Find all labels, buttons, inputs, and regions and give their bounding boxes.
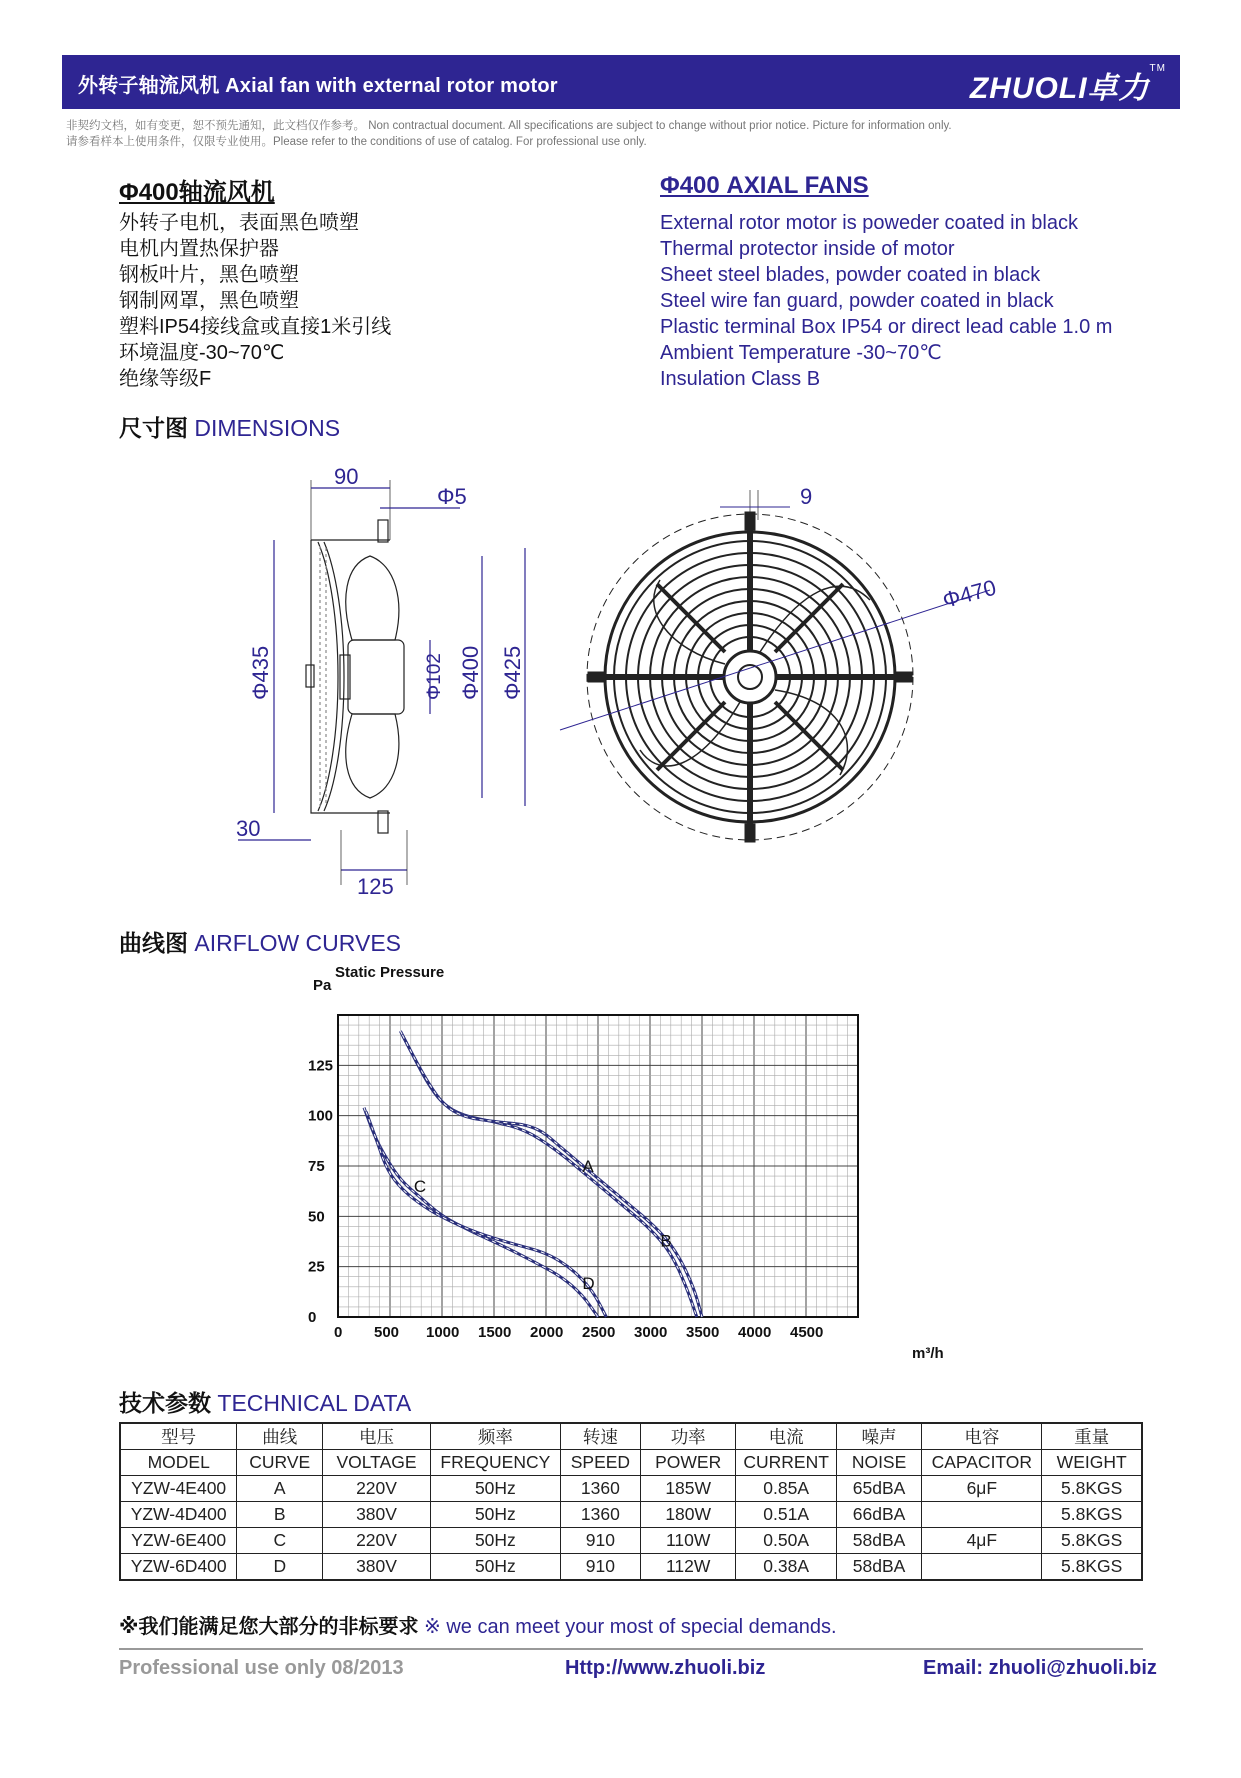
table-cell: 380V bbox=[323, 1554, 431, 1581]
table-cell: 5.8KGS bbox=[1042, 1476, 1142, 1502]
table-cell: 180W bbox=[640, 1502, 736, 1528]
y-tick-label: 100 bbox=[308, 1107, 334, 1125]
table-cell: 噪声 bbox=[836, 1423, 922, 1450]
dim-125: 125 bbox=[357, 874, 394, 899]
table-cell: 0.51A bbox=[736, 1502, 836, 1528]
table-cell: MODEL bbox=[120, 1450, 237, 1476]
table-cell: 1360 bbox=[560, 1476, 640, 1502]
table-cell: 220V bbox=[323, 1476, 431, 1502]
table-cell: 0.38A bbox=[736, 1554, 836, 1581]
curve-label-D: D bbox=[582, 1273, 595, 1293]
y-tick-label: 50 bbox=[308, 1208, 325, 1226]
x-tick-label: 0 bbox=[334, 1324, 343, 1341]
x-tick-label: 3000 bbox=[634, 1324, 668, 1341]
table-cell: CAPACITOR bbox=[922, 1450, 1042, 1476]
brand-logo: ZHUOLI卓力™ bbox=[969, 63, 1166, 105]
disclaimer-line-1: 非契约文档，如有变更，恕不预先通知，此文档仅作参考。 Non contractual document. All specifications are subject to change without prior notice. Picture for information only. bbox=[66, 120, 952, 132]
table-cell: YZW-4D400 bbox=[120, 1502, 237, 1528]
x-tick-label: 4500 bbox=[790, 1324, 824, 1341]
x-tick-label: 500 bbox=[374, 1324, 400, 1341]
feature-en: Ambient Temperature -30~70℃ bbox=[660, 342, 942, 364]
curve-C-dash bbox=[364, 1108, 598, 1317]
front-view bbox=[560, 490, 990, 842]
feature-cn: 外转子电机，表面黑色喷塑 bbox=[119, 212, 359, 234]
table-cell: SPEED bbox=[560, 1450, 640, 1476]
table-cell: 6μF bbox=[922, 1476, 1042, 1502]
table-cell: 0.50A bbox=[736, 1528, 836, 1554]
feature-en: Thermal protector inside of motor bbox=[660, 238, 955, 260]
table-cell: 910 bbox=[560, 1554, 640, 1581]
table-cell: 5.8KGS bbox=[1042, 1502, 1142, 1528]
table-cell: 0.85A bbox=[736, 1476, 836, 1502]
feature-cn: 钢板叶片，黑色喷塑 bbox=[119, 264, 299, 286]
curve-label-C: C bbox=[413, 1177, 427, 1197]
airflow-heading: 曲线图 AIRFLOW CURVES bbox=[119, 930, 401, 956]
table-cell: CURRENT bbox=[736, 1450, 836, 1476]
table-cell: POWER bbox=[640, 1450, 736, 1476]
x-tick-label: 4000 bbox=[738, 1324, 772, 1341]
table-cell: 380V bbox=[323, 1502, 431, 1528]
dim-90: 90 bbox=[334, 464, 359, 489]
table-cell: 110W bbox=[640, 1528, 736, 1554]
table-cell: 58dBA bbox=[836, 1554, 922, 1581]
table-cell: 58dBA bbox=[836, 1528, 922, 1554]
table-cell bbox=[922, 1554, 1042, 1581]
table-cell: 5.8KGS bbox=[1042, 1554, 1142, 1581]
table-cell: WEIGHT bbox=[1042, 1450, 1142, 1476]
x-axis-label: m³/h bbox=[912, 1345, 944, 1362]
curve-C bbox=[364, 1108, 598, 1317]
airflow-chart bbox=[300, 960, 960, 1370]
feature-en: Plastic terminal Box IP54 or direct lead cable 1.0 m bbox=[660, 316, 1113, 338]
table-cell: 50Hz bbox=[430, 1554, 560, 1581]
table-cell: A bbox=[237, 1476, 323, 1502]
chart-title: Static Pressure bbox=[335, 964, 445, 981]
table-cell: 4μF bbox=[922, 1528, 1042, 1554]
table-cell: 重量 bbox=[1042, 1423, 1142, 1450]
table-cell: 50Hz bbox=[430, 1528, 560, 1554]
dim-30: 30 bbox=[236, 816, 261, 841]
product-title-cn: Φ400轴流风机 bbox=[119, 179, 275, 206]
table-header-en bbox=[120, 1450, 1142, 1476]
blade bbox=[346, 714, 399, 798]
y-tick-label: 75 bbox=[308, 1158, 325, 1175]
table-cell bbox=[922, 1502, 1042, 1528]
table-cell: 转速 bbox=[560, 1423, 640, 1450]
table-cell: B bbox=[237, 1502, 323, 1528]
chart-curves bbox=[364, 1031, 702, 1317]
table-cell: 频率 bbox=[430, 1423, 560, 1450]
technical-heading: 技术参数 TECHNICAL DATA bbox=[119, 1390, 412, 1416]
motor-hub bbox=[348, 640, 404, 714]
table-cell: D bbox=[237, 1554, 323, 1581]
table-cell: 电流 bbox=[736, 1423, 836, 1450]
dimensions-heading: 尺寸图 DIMENSIONS bbox=[119, 415, 341, 441]
technical-data-table bbox=[119, 1422, 1143, 1581]
table-cell: C bbox=[237, 1528, 323, 1554]
dim-phi425: Φ425 bbox=[500, 645, 525, 700]
dim-9: 9 bbox=[800, 484, 813, 509]
table-cell: 185W bbox=[640, 1476, 736, 1502]
curve-label-B: B bbox=[660, 1231, 672, 1251]
footer-divider bbox=[119, 1648, 1143, 1650]
feature-en: Insulation Class B bbox=[660, 368, 821, 390]
y-axis-label: Pa bbox=[313, 977, 332, 994]
table-row bbox=[120, 1476, 1142, 1502]
dim-phi400: Φ400 bbox=[458, 645, 483, 700]
table-cell: YZW-4E400 bbox=[120, 1476, 237, 1502]
table-cell: 65dBA bbox=[836, 1476, 922, 1502]
table-cell: CURVE bbox=[237, 1450, 323, 1476]
feature-en: Steel wire fan guard, powder coated in black bbox=[660, 290, 1054, 312]
curve-A-dash bbox=[400, 1031, 696, 1317]
table-cell: FREQUENCY bbox=[430, 1450, 560, 1476]
dim-phi102: Φ102 bbox=[424, 653, 445, 700]
dim-phi5: Φ5 bbox=[437, 484, 467, 509]
table-cell: VOLTAGE bbox=[323, 1450, 431, 1476]
table-cell: 1360 bbox=[560, 1502, 640, 1528]
disclaimer-line-2: 请参看样本上使用条件，仅限专业使用。Please refer to the conditions of use of catalog. For professional use only. bbox=[66, 136, 647, 148]
header-title: 外转子轴流风机 Axial fan with external rotor motor bbox=[78, 75, 558, 97]
table-cell: 50Hz bbox=[430, 1502, 560, 1528]
curve-label-A: A bbox=[582, 1157, 594, 1177]
dim-phi470: Φ470 bbox=[939, 574, 999, 613]
table-cell: 220V bbox=[323, 1528, 431, 1554]
table-row bbox=[120, 1528, 1142, 1554]
footer-professional: Professional use only 08/2013 bbox=[119, 1657, 404, 1679]
table-cell: YZW-6D400 bbox=[120, 1554, 237, 1581]
table-cell: NOISE bbox=[836, 1450, 922, 1476]
x-tick-label: 2500 bbox=[582, 1324, 616, 1341]
table-cell: 910 bbox=[560, 1528, 640, 1554]
y-tick-label: 125 bbox=[308, 1057, 334, 1075]
x-tick-label: 3500 bbox=[686, 1324, 720, 1341]
table-cell: 型号 bbox=[120, 1423, 237, 1450]
dim-phi435: Φ435 bbox=[248, 645, 273, 700]
feature-cn: 绝缘等级F bbox=[119, 368, 212, 390]
table-cell: 功率 bbox=[640, 1423, 736, 1450]
table-cell: YZW-6E400 bbox=[120, 1528, 237, 1554]
blade bbox=[346, 556, 399, 640]
table-row bbox=[120, 1502, 1142, 1528]
x-tick-label: 1000 bbox=[426, 1324, 460, 1341]
special-demands-note: ※我们能满足您大部分的非标要求 ※ we can meet your most of special demands. bbox=[119, 1616, 837, 1638]
feature-cn: 塑料IP54接线盒或直接1米引线 bbox=[119, 316, 392, 338]
table-cell: 曲线 bbox=[237, 1423, 323, 1450]
feature-en: Sheet steel blades, powder coated in black bbox=[660, 264, 1041, 286]
x-tick-label: 2000 bbox=[530, 1324, 564, 1341]
footer-website-link[interactable]: Http://www.zhuoli.biz bbox=[565, 1657, 766, 1679]
feature-cn: 钢制网罩，黑色喷塑 bbox=[119, 290, 299, 312]
feature-cn: 电机内置热保护器 bbox=[119, 238, 279, 260]
table-header-cn bbox=[120, 1423, 1142, 1450]
y-tick-label: 0 bbox=[308, 1309, 317, 1326]
footer-email-link[interactable]: Email: zhuoli@zhuoli.biz bbox=[923, 1657, 1157, 1679]
curve-A bbox=[400, 1031, 696, 1317]
table-cell: 112W bbox=[640, 1554, 736, 1581]
table-cell: 50Hz bbox=[430, 1476, 560, 1502]
table-cell: 5.8KGS bbox=[1042, 1528, 1142, 1554]
table-row bbox=[120, 1554, 1142, 1581]
feature-en: External rotor motor is poweder coated in black bbox=[660, 212, 1078, 234]
x-tick-label: 1500 bbox=[478, 1324, 512, 1341]
product-title-en: Φ400 AXIAL FANS bbox=[660, 172, 869, 199]
table-cell: 电容 bbox=[922, 1423, 1042, 1450]
table-cell: 66dBA bbox=[836, 1502, 922, 1528]
table-cell: 电压 bbox=[323, 1423, 431, 1450]
y-tick-label: 25 bbox=[308, 1258, 325, 1276]
feature-cn: 环境温度-30~70℃ bbox=[119, 342, 285, 364]
